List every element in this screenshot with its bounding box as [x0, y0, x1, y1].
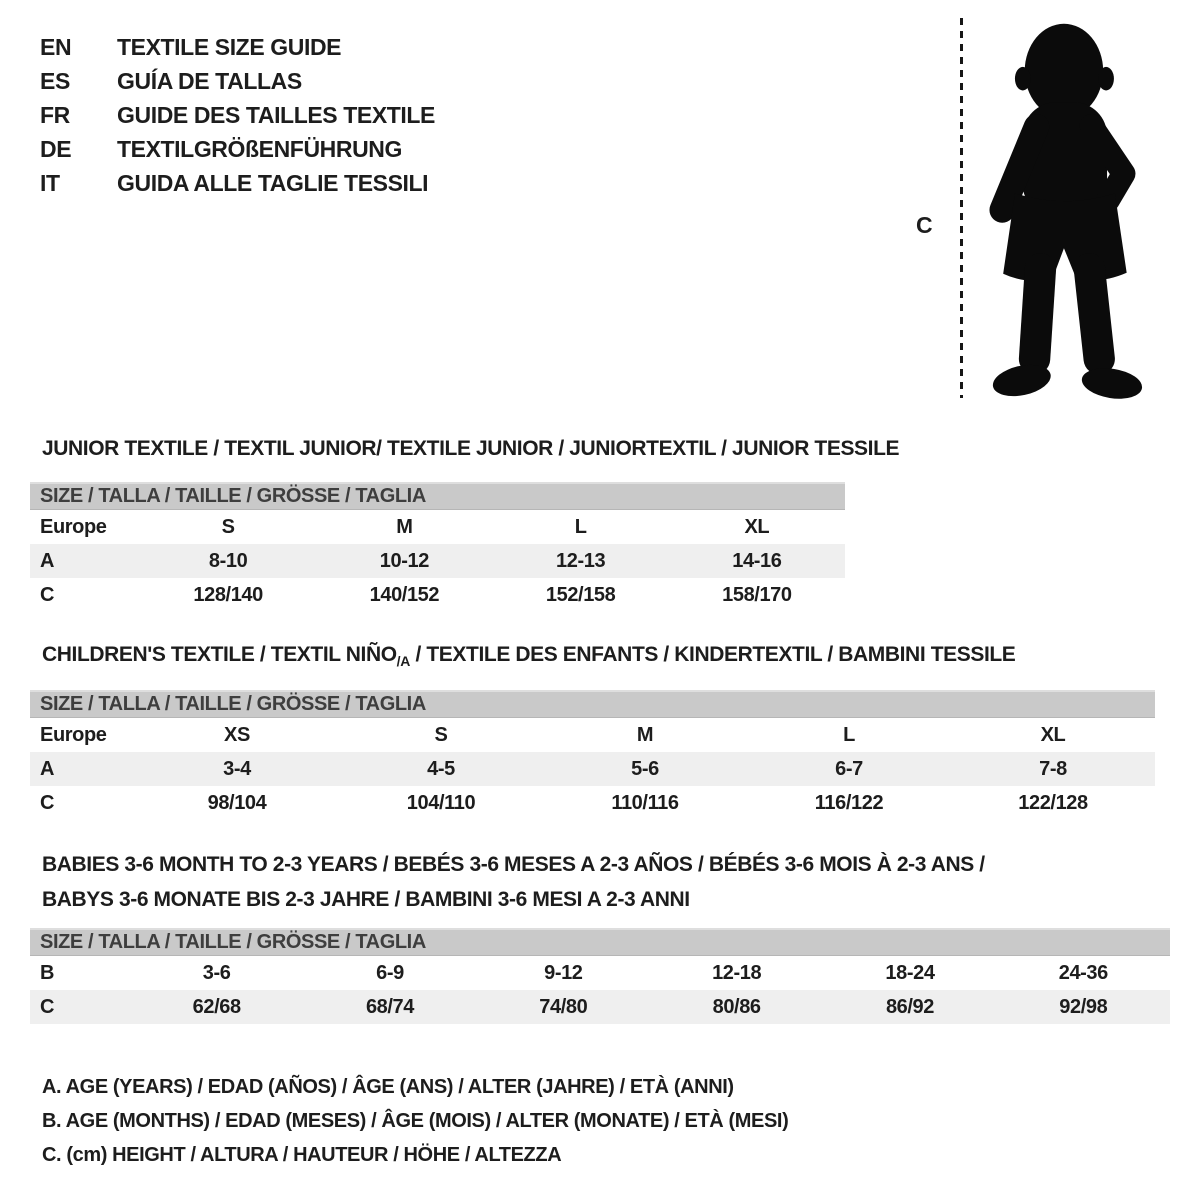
row-label: Europe	[40, 723, 107, 746]
size-cell: S	[221, 515, 235, 538]
row-label: B	[40, 961, 55, 984]
height-cell: 104/110	[406, 791, 476, 814]
table-row-height	[30, 578, 845, 612]
language-code: IT	[40, 169, 60, 196]
size-cell: M	[636, 723, 654, 746]
section-title-children	[42, 643, 1015, 669]
legend-block	[42, 1070, 788, 1172]
age-cell: 6-9	[376, 961, 404, 984]
guide-title: GUIDE DES TAILLES TEXTILE	[117, 101, 435, 128]
size-cell: S	[434, 723, 448, 746]
height-cell: 62/68	[192, 995, 241, 1018]
age-cell: 7-8	[1039, 757, 1067, 780]
size-table-header: SIZE / TALLA / TAILLE / GRÖSSE / TAGLIA	[30, 928, 1170, 956]
row-label: A	[40, 757, 55, 780]
height-cell: 92/98	[1059, 995, 1108, 1018]
height-cell: 86/92	[885, 995, 934, 1018]
guide-title: TEXTILGRÖßENFÜHRUNG	[117, 135, 402, 162]
table-row-age	[30, 544, 845, 578]
age-cell: 18-24	[885, 961, 935, 984]
guide-title: GUIDA ALLE TAGLIE TESSILI	[117, 169, 429, 196]
language-row	[40, 64, 435, 98]
age-cell: 3-4	[223, 757, 251, 780]
language-title-block	[40, 30, 435, 200]
section-title-junior: JUNIOR TEXTILE / TEXTIL JUNIOR/ TEXTILE JUNIOR / JUNIORTEXTIL / JUNIOR TESSILE	[42, 437, 900, 460]
height-cell: 68/74	[365, 995, 415, 1018]
language-row	[40, 98, 435, 132]
row-label: C	[40, 583, 55, 606]
table-row-europe	[30, 510, 845, 544]
age-cell: 9-12	[544, 961, 583, 984]
table-row-age-months	[30, 956, 1170, 990]
size-cell: XS	[224, 723, 250, 746]
section-title-subscript: /A	[396, 653, 411, 670]
language-row	[40, 132, 435, 166]
table-row-height	[30, 786, 1155, 820]
legend-line-c: C. (cm) HEIGHT / ALTURA / HAUTEUR / HÖHE / ALTEZZA	[42, 1143, 562, 1166]
size-table-header: SIZE / TALLA / TAILLE / GRÖSSE / TAGLIA	[30, 482, 845, 510]
age-cell: 6-7	[835, 757, 863, 780]
children-size-table	[30, 690, 1155, 820]
height-cell: 98/104	[207, 791, 267, 814]
size-cell: XL	[1040, 723, 1066, 746]
language-code: FR	[40, 101, 70, 128]
table-row-europe	[30, 718, 1155, 752]
height-cell: 140/152	[369, 583, 440, 606]
height-dimension-label: C	[916, 212, 933, 238]
height-cell: 122/128	[1018, 791, 1088, 814]
size-cell: L	[843, 723, 855, 746]
table-row-height	[30, 990, 1170, 1024]
height-dimension-line	[960, 18, 963, 398]
language-code: EN	[40, 33, 72, 60]
language-code: DE	[40, 135, 72, 162]
section-title-part: CHILDREN'S TEXTILE / TEXTIL NIÑO	[42, 643, 397, 666]
language-row	[40, 30, 435, 64]
size-cell: XL	[744, 515, 770, 538]
baby-silhouette-icon	[976, 14, 1146, 406]
height-cell: 110/116	[611, 791, 679, 814]
age-cell: 12-18	[712, 961, 762, 984]
size-cell: L	[574, 515, 587, 538]
height-cell: 74/80	[539, 995, 588, 1018]
age-cell: 12-13	[556, 549, 606, 572]
age-cell: 14-16	[732, 549, 782, 572]
row-label: C	[40, 995, 55, 1018]
height-cell: 80/86	[712, 995, 761, 1018]
row-label: A	[40, 549, 55, 572]
guide-title: TEXTILE SIZE GUIDE	[117, 33, 342, 60]
size-cell: M	[396, 515, 413, 538]
age-cell: 5-6	[631, 757, 659, 780]
height-cell: 152/158	[545, 583, 616, 606]
age-cell: 8-10	[208, 549, 248, 572]
age-cell: 24-36	[1058, 961, 1108, 984]
row-label: Europe	[40, 515, 107, 538]
section-title-babies-line1: BABIES 3-6 MONTH TO 2-3 YEARS / BEBÉS 3-6 MESES A 2-3 AÑOS / BÉBÉS 3-6 MOIS À 2-3 ANS /	[42, 853, 985, 876]
language-code: ES	[40, 67, 70, 94]
height-cell: 128/140	[193, 583, 263, 606]
height-cell: 116/122	[814, 791, 884, 814]
row-label: C	[40, 791, 55, 814]
legend-line-b: B. AGE (MONTHS) / EDAD (MESES) / ÂGE (MOIS) / ALTER (MONATE) / ETÀ (MESI)	[42, 1109, 789, 1132]
language-row	[40, 166, 435, 200]
junior-size-table	[30, 482, 845, 612]
age-cell: 4-5	[427, 757, 455, 780]
section-title-babies-line2: BABYS 3-6 MONATE BIS 2-3 JAHRE / BAMBINI 3-6 MESI A 2-3 ANNI	[42, 888, 690, 911]
section-title-part: / TEXTILE DES ENFANTS / KINDERTEXTIL / BAMBINI TESSILE	[410, 643, 1016, 666]
guide-title: GUÍA DE TALLAS	[117, 67, 302, 94]
size-table-header: SIZE / TALLA / TAILLE / GRÖSSE / TAGLIA	[30, 690, 1155, 718]
table-row-age	[30, 752, 1155, 786]
height-cell: 158/170	[722, 583, 792, 606]
age-cell: 10-12	[379, 549, 429, 572]
age-cell: 3-6	[202, 961, 231, 984]
babies-size-table	[30, 928, 1170, 1024]
legend-line-a: A. AGE (YEARS) / EDAD (AÑOS) / ÂGE (ANS) / ALTER (JAHRE) / ETÀ (ANNI)	[42, 1075, 734, 1098]
